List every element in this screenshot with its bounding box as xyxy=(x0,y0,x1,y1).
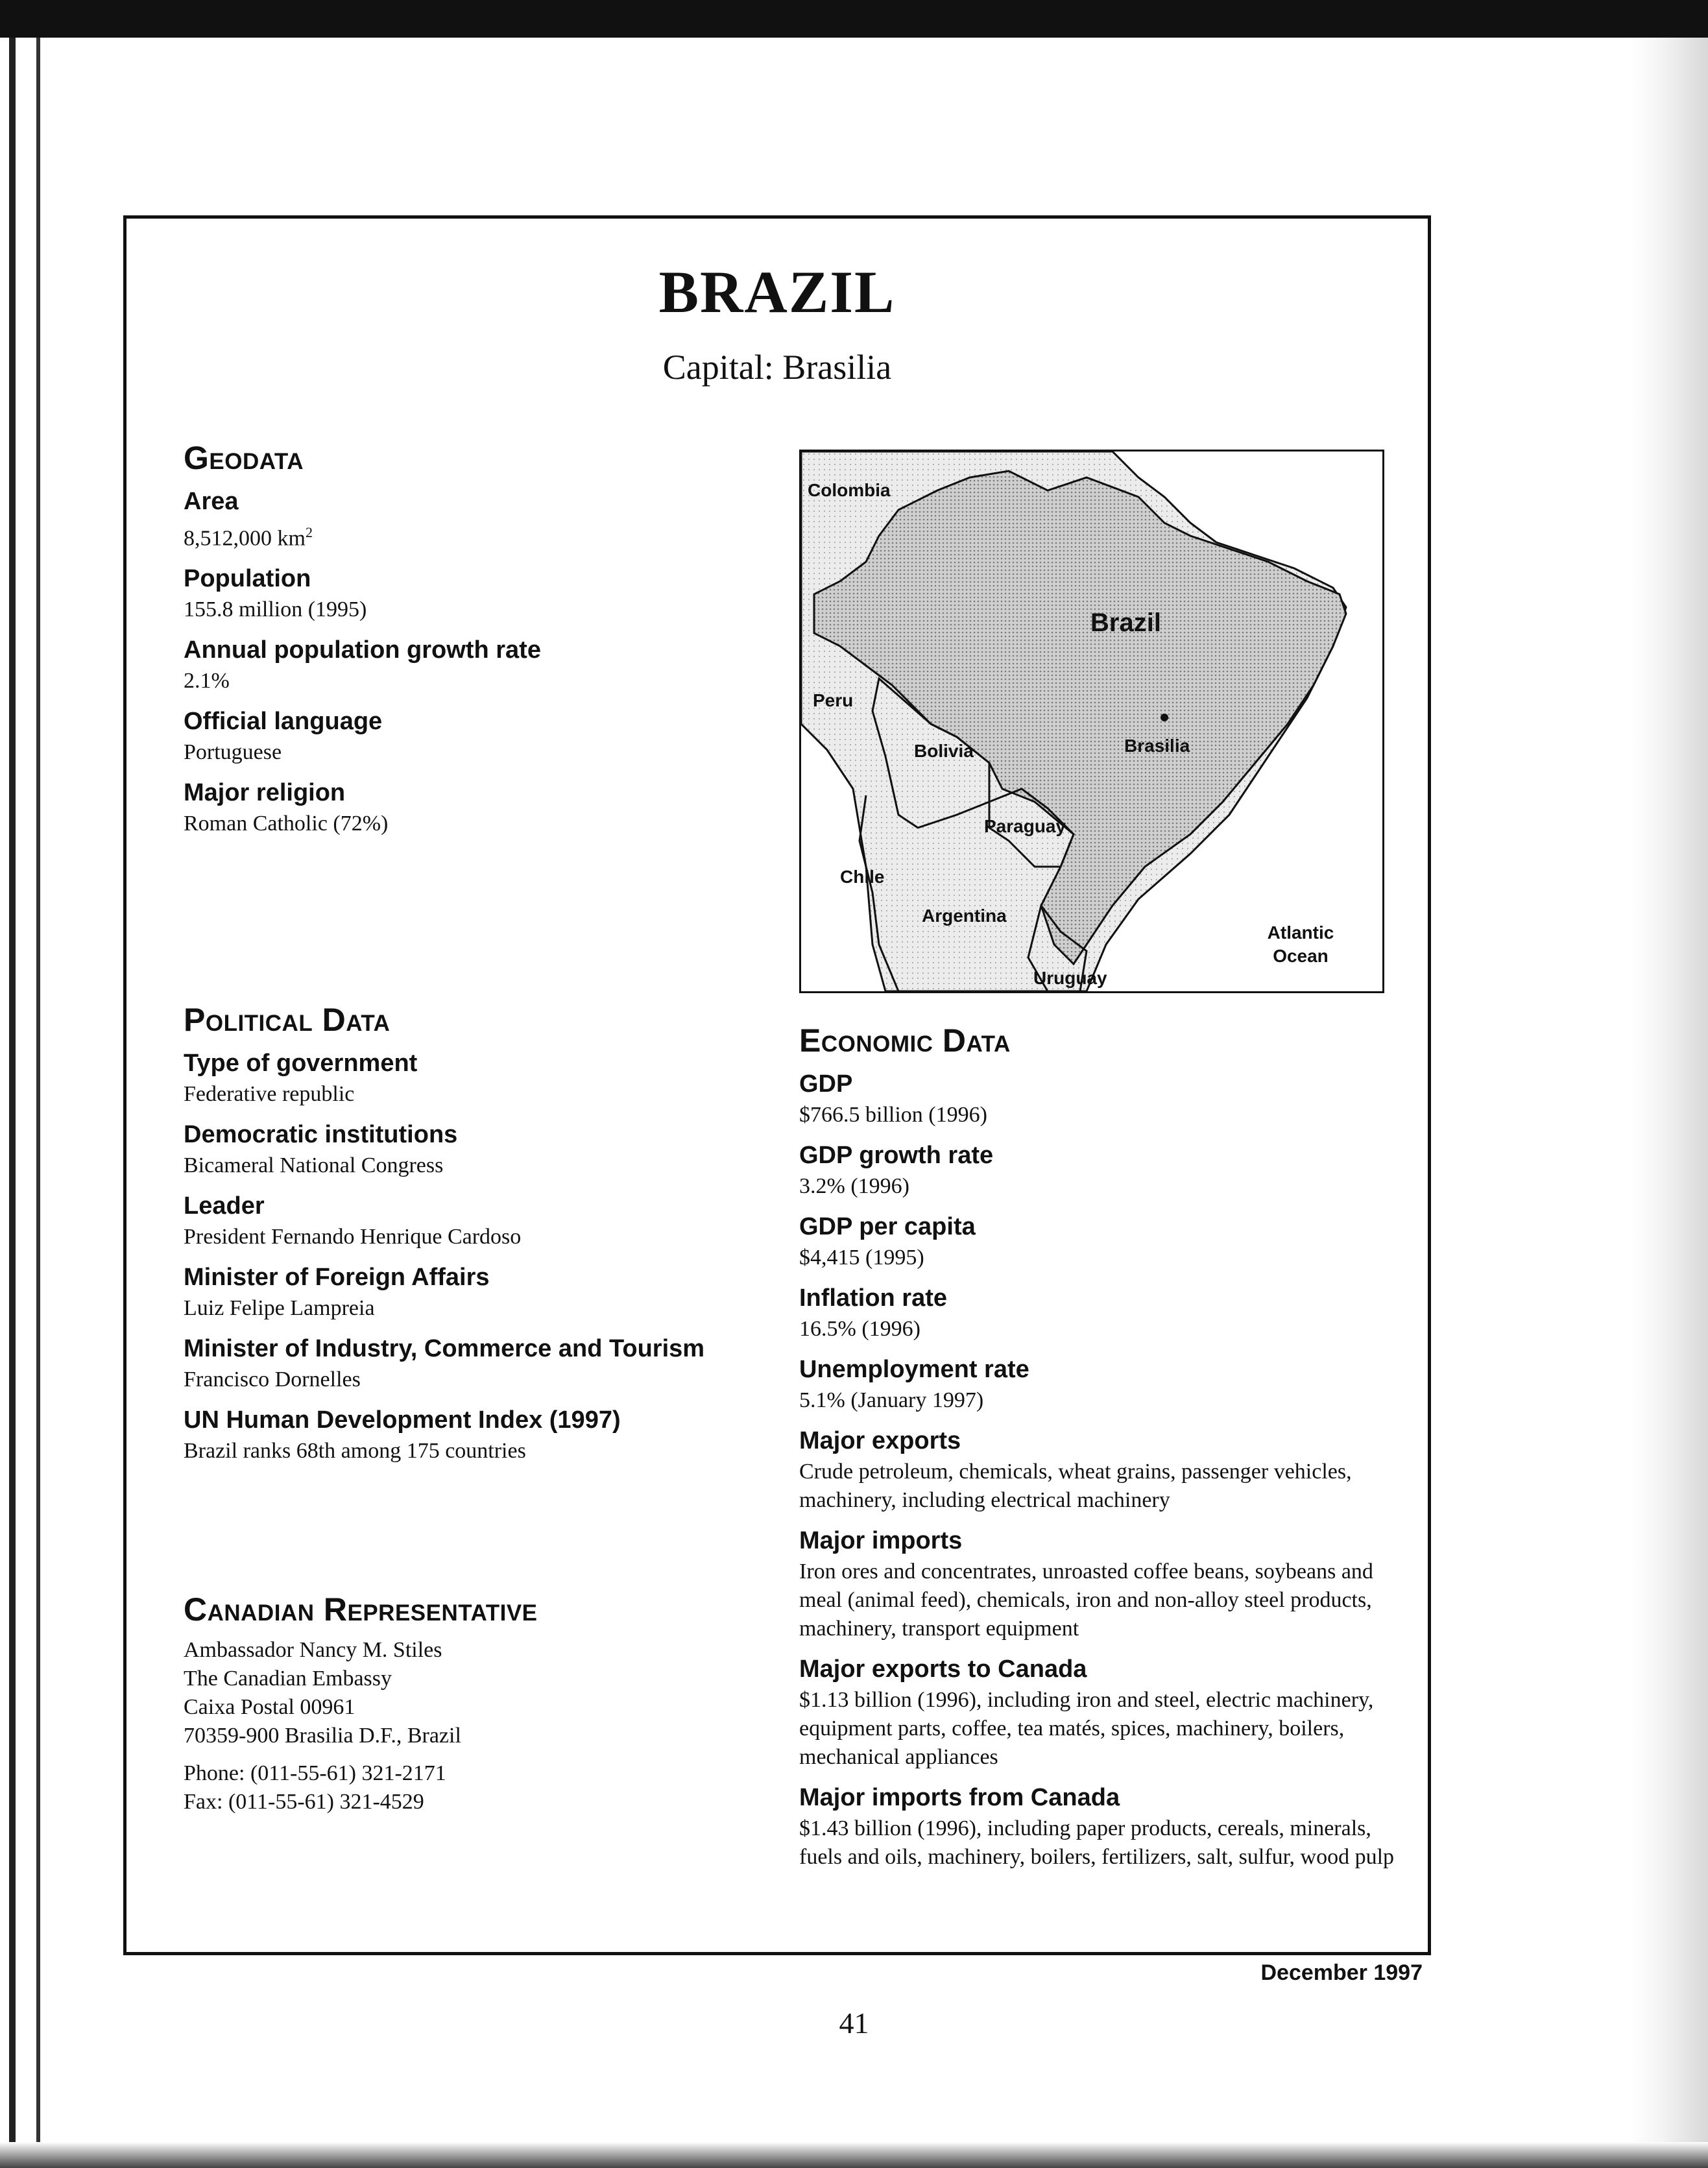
brazil-map xyxy=(799,450,1384,993)
address-line: 70359-900 Brasilia D.F., Brazil xyxy=(184,1724,461,1748)
economic-field-value: Iron ores and concentrates, unroasted coffee beans, soybeans and meal (animal feed), chemicals, iron and non-alloy steel products, machinery, transport equipment xyxy=(799,1560,1373,1641)
address-line: The Canadian Embassy xyxy=(184,1667,392,1691)
political-field-value: Bicameral National Congress xyxy=(184,1153,444,1177)
map-illustration xyxy=(801,452,1382,991)
canadian-representative-section xyxy=(184,1591,767,1816)
map-label-peru: Peru xyxy=(813,690,854,710)
economic-field-label: Major imports xyxy=(799,1527,963,1554)
capital-subtitle: Capital: Brasilia xyxy=(662,348,892,387)
political-data-section xyxy=(184,1001,806,1475)
map-label-bolivia: Bolivia xyxy=(914,741,974,761)
map-label-uruguay: Uruguay xyxy=(1033,968,1107,988)
area-label: Area xyxy=(184,488,239,515)
economic-field-value: $766.5 billion (1996) xyxy=(799,1103,987,1127)
map-label-paraguay: Paraguay xyxy=(984,816,1066,836)
page-title: BRAZIL xyxy=(658,259,896,325)
economic-field-label: Inflation rate xyxy=(799,1284,948,1312)
address-spacer xyxy=(184,1750,767,1759)
area-value xyxy=(184,518,767,553)
political-field-label: Minister of Industry, Commerce and Tourism xyxy=(184,1335,705,1362)
fax-number: Fax: (011-55-61) 321-4529 xyxy=(184,1790,424,1814)
political-data-heading: Political Data xyxy=(184,1002,391,1038)
economic-data-section xyxy=(799,1022,1409,1881)
map-label-ocean: Ocean xyxy=(1273,946,1329,966)
economic-field-label: GDP growth rate xyxy=(799,1142,994,1169)
scan-edge-bottom xyxy=(0,2142,1708,2168)
publication-date: December 1997 xyxy=(1260,1960,1423,1985)
map-label-argentina: Argentina xyxy=(922,906,1007,926)
political-field-label: Leader xyxy=(184,1192,265,1220)
geodata-section xyxy=(184,439,767,847)
geodata-field-label: Official language xyxy=(184,708,383,736)
economic-field-value: 3.2% (1996) xyxy=(799,1174,909,1198)
political-field-label: UN Human Development Index (1997) xyxy=(184,1406,621,1434)
brasilia-marker xyxy=(1161,714,1168,721)
political-field-value: President Fernando Henrique Cardoso xyxy=(184,1225,522,1249)
political-field-label: Minister of Foreign Affairs xyxy=(184,1264,490,1291)
economic-field-label: GDP per capita xyxy=(799,1213,976,1240)
map-label-brazil: Brazil xyxy=(1090,608,1161,637)
address-line: Caixa Postal 00961 xyxy=(184,1695,355,1719)
area-unit-superscript: 2 xyxy=(305,524,313,540)
economic-field-label: Major exports xyxy=(799,1427,961,1454)
economic-data-heading: Economic Data xyxy=(799,1022,1011,1059)
area-number: 8,512,000 km xyxy=(184,526,306,551)
scan-edge-right xyxy=(1630,38,1708,2168)
geodata-heading: Geodata xyxy=(184,440,304,476)
economic-field-value: $1.13 billion (1996), including iron and steel, electric machinery, equipment parts, coffee, tea matés, spices, machinery, boilers, mechanical appliances xyxy=(799,1688,1374,1769)
country-profile-frame xyxy=(123,215,1431,1955)
map-label-atlantic: Atlantic xyxy=(1267,922,1334,943)
map-label-atlantic-ocean xyxy=(1255,921,1346,968)
political-field-value: Luiz Felipe Lampreia xyxy=(184,1296,375,1320)
page-number: 41 xyxy=(839,2006,869,2040)
political-field-label: Democratic institutions xyxy=(184,1121,458,1148)
economic-field-label: GDP xyxy=(799,1070,853,1098)
economic-field-value: Crude petroleum, chemicals, wheat grains, passenger vehicles, machinery, including electrical machinery xyxy=(799,1460,1352,1512)
political-field-label: Type of government xyxy=(184,1050,418,1077)
geodata-field-label: Major religion xyxy=(184,779,346,807)
scan-edge-top xyxy=(0,0,1708,38)
canadian-representative-heading: Canadian Representative xyxy=(184,1591,538,1628)
political-field-value: Brazil ranks 68th among 175 countries xyxy=(184,1439,526,1463)
map-label-brasilia: Brasilia xyxy=(1124,736,1190,756)
economic-field-value: $4,415 (1995) xyxy=(799,1246,924,1270)
phone-number: Phone: (011-55-61) 321-2171 xyxy=(184,1761,446,1785)
economic-field-label: Major imports from Canada xyxy=(799,1784,1120,1811)
economic-field-label: Unemployment rate xyxy=(799,1356,1029,1383)
political-field-value: Federative republic xyxy=(184,1082,355,1106)
geodata-field-value: 2.1% xyxy=(184,669,230,693)
scan-edge-left xyxy=(0,38,45,2168)
political-field-value: Francisco Dornelles xyxy=(184,1367,361,1391)
economic-field-value: 16.5% (1996) xyxy=(799,1317,920,1341)
geodata-field-value: Portuguese xyxy=(184,740,282,765)
address-line: Ambassador Nancy M. Stiles xyxy=(184,1638,442,1662)
map-label-colombia: Colombia xyxy=(808,480,891,500)
economic-field-value: 5.1% (January 1997) xyxy=(799,1388,984,1412)
geodata-field-value: Roman Catholic (72%) xyxy=(184,812,389,836)
geodata-field-label: Population xyxy=(184,565,311,593)
map-label-chile: Chile xyxy=(840,867,885,887)
economic-field-label: Major exports to Canada xyxy=(799,1656,1087,1683)
geodata-field-label: Annual population growth rate xyxy=(184,636,541,664)
geodata-field-value: 155.8 million (1995) xyxy=(184,597,367,622)
economic-field-value: $1.43 billion (1996), including paper products, cereals, minerals, fuels and oils, machinery, boilers, fertilizers, salt, sulfur, wood pulp xyxy=(799,1816,1395,1869)
